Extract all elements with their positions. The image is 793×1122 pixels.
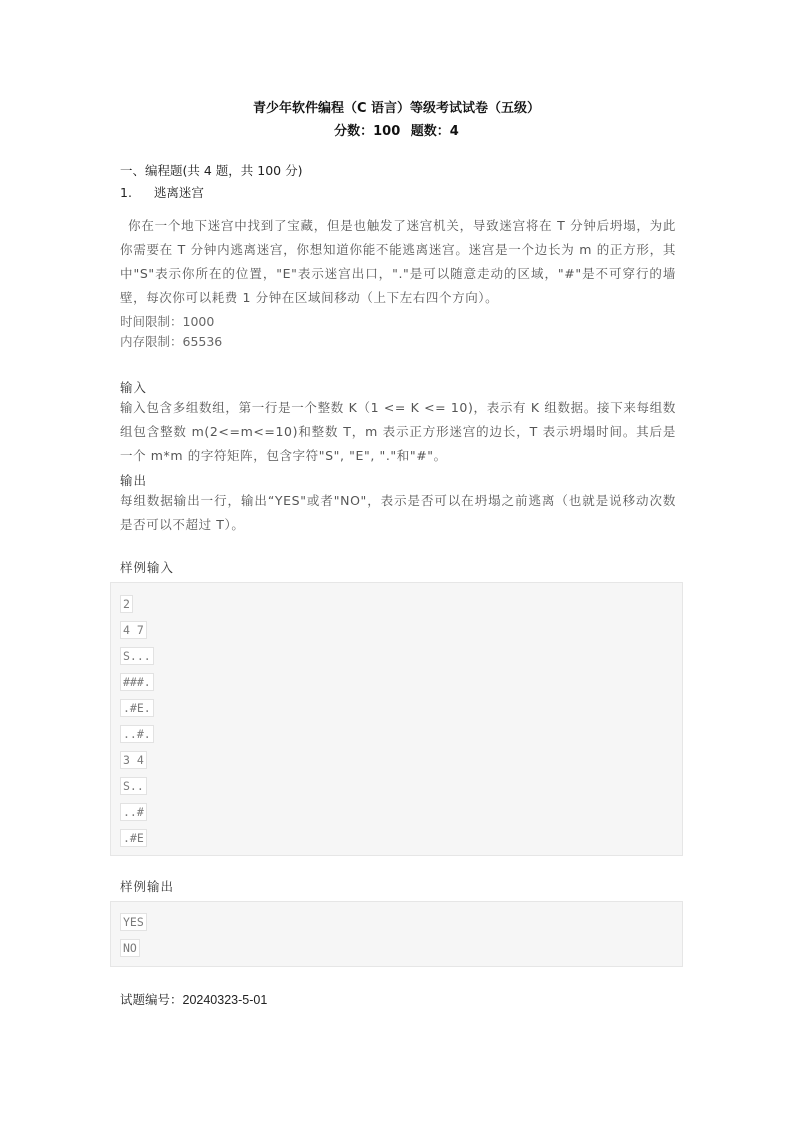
sample-output-box <box>110 901 683 967</box>
time-limit: 时间限制：1000 <box>120 314 215 329</box>
sample-input-line: .#E <box>120 829 147 847</box>
problem-description <box>120 214 676 310</box>
sample-input-line: S.. <box>120 777 147 795</box>
exam-score-info: 分数：100 题数：4 <box>334 124 459 139</box>
memory-limit: 内存限制：65536 <box>120 334 223 349</box>
sample-input-line: .#E. <box>120 699 154 717</box>
output-heading: 输出 <box>120 473 148 488</box>
sample-input-line: ..# <box>120 803 147 821</box>
sample-input-line: ###. <box>120 673 154 691</box>
sample-input-line: ..#. <box>120 725 154 743</box>
sample-output-line: NO <box>120 939 140 957</box>
sample-output-label: 样例输出 <box>120 879 175 894</box>
input-heading: 输入 <box>120 380 148 395</box>
sample-input-label: 样例输入 <box>120 560 175 575</box>
exam-title: 青少年软件编程（C 语言）等级考试试卷（五级） <box>252 101 541 116</box>
question-number: 1. <box>120 185 132 200</box>
sample-input-line: 2 <box>120 595 133 613</box>
section-heading: 一、编程题(共 4 题，共 100 分) <box>120 163 303 178</box>
problem-description-text: 你在一个地下迷宫中找到了宝藏，但是也触发了迷宫机关，导致迷宫将在 T 分钟后坍塌，为此你需要在 T 分钟内逃离迷宫，你想知道你能不能逃离迷宫。迷宫是一个边长为 m 的正方形，其中"S"表示你所在的位置，"E"表示迷宫出口，"."是可以随意走动的区域，"#"是不可穿行的墙壁，每次你可以耗费 1 分钟在区域间移动（上下左右四个方向）。 <box>120 218 676 305</box>
question-header <box>120 183 204 201</box>
sample-output-line: YES <box>120 913 147 931</box>
sample-input-box <box>110 582 683 856</box>
sample-input-line: 3 4 <box>120 751 147 769</box>
question-id: 试题编号：20240323-5-01 <box>120 993 268 1007</box>
question-title: 逃离迷宫 <box>153 185 204 200</box>
sample-input-line: S... <box>120 647 154 665</box>
sample-input-line: 4 7 <box>120 621 147 639</box>
output-description: 每组数据输出一行，输出“YES"或者"NO"，表示是否可以在坍塌之前逃离（也就是说移动次数是否可以不超过 T）。 <box>120 493 676 532</box>
input-description: 输入包含多组数组，第一行是一个整数 K（1 <= K <= 10)，表示有 K 组数据。接下来每组数组包含整数 m(2<=m<=10)和整数 T，m 表示正方形迷宫的边长，T 表示坍塌时间。其后是一个 m*m 的字符矩阵，包含字符"S", "E", "."和"#"。 <box>120 400 676 463</box>
